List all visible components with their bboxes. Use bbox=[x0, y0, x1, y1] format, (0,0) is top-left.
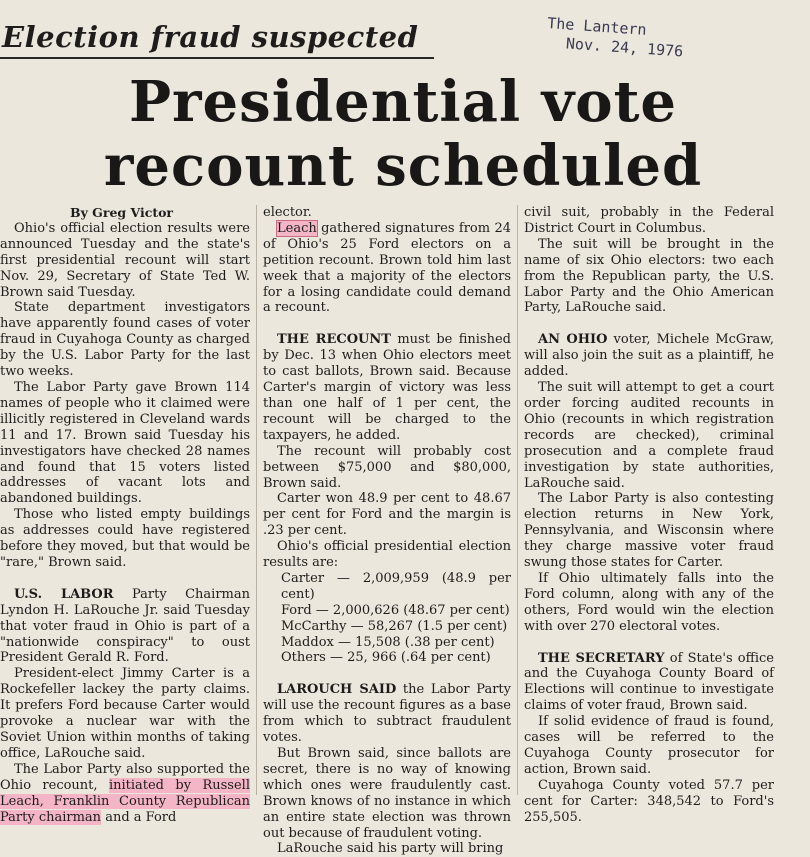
paragraph-lead: U.S. LABOR bbox=[14, 586, 114, 602]
paragraph: civil suit, probably in the Federal District Court in Columbus. bbox=[524, 205, 774, 236]
paragraph: LaRouche said his party will bring bbox=[277, 841, 504, 857]
paragraph-lead: THE RECOUNT bbox=[277, 332, 391, 348]
result-row: Ford — 2,000,626 (48.67 per cent) bbox=[281, 602, 510, 618]
handwritten-note bbox=[545, 14, 685, 61]
paragraph: Those who listed empty buildings as addresses could have registered before they moved, but that would be "rare," Brown said. bbox=[0, 507, 250, 570]
byline: By Greg Victor bbox=[70, 205, 174, 220]
column-rule-2 bbox=[517, 205, 518, 795]
paragraph-text: the Labor Party will use the recount figures as a base from which to subtract fraudulent votes. bbox=[263, 682, 511, 746]
paragraph: Ohio's official election results were announced Tuesday and the state's first presidential recount will start Nov. 29, Secretary of State Ted W. Brown said Tuesday. bbox=[0, 220, 250, 300]
paragraph-text: and a Ford bbox=[101, 809, 177, 825]
paragraph bbox=[524, 332, 774, 380]
paragraph: elector. bbox=[263, 205, 312, 220]
paragraph: The recount will probably cost between $75,000 and $80,000, Brown said. bbox=[263, 443, 511, 491]
paragraph-lead: LAROUCH SAID bbox=[277, 682, 397, 698]
kicker-rule bbox=[0, 57, 434, 59]
paragraph: The suit will attempt to get a court order forcing audited recounts in Ohio (recounts in which registration records are checked), criminal prosecution and a complete fraud investigation by state authorities, LaRouche said. bbox=[524, 380, 774, 491]
paragraph: If solid evidence of fraud is found, cases will be referred to the Cuyahoga County prosecutor for action, Brown said. bbox=[524, 714, 774, 777]
paragraph bbox=[263, 221, 511, 316]
paragraph-text: voter, Michele McGraw, will also join the suit as a plaintiff, he added. bbox=[524, 332, 774, 380]
result-row: Carter — 2,009,959 (48.9 per cent) bbox=[281, 570, 511, 602]
result-row: McCarthy — 58,267 (1.5 per cent) bbox=[281, 618, 508, 634]
paragraph: The Labor Party gave Brown 114 names of people who it claimed were illicitly registered in Cleveland wards 11 and 17. Brown said Tuesday his investigators have checked 28 names and found that 15 voters listed addresses of vacant lots and abandoned buildings. bbox=[0, 379, 250, 507]
paragraph bbox=[0, 762, 250, 826]
paragraph-text: Party Chairman Lyndon H. LaRouche Jr. said Tuesday that voter fraud in Ohio is part of a "nationwide conspiracy" to oust President Gerald R. Ford. bbox=[0, 586, 251, 666]
paragraph: The Labor Party is also contesting election returns in New York, Pennsylvania, and Wisconsin where they charge massive voter fraud swung those states for Carter. bbox=[524, 491, 774, 571]
paragraph: State department investigators have apparently found cases of voter fraud in Cuyahoga County as charged by the U.S. Labor Party for the last two weeks. bbox=[0, 300, 250, 380]
paragraph-text: must be finished by Dec. 13 when Ohio electors meet to cast ballots, Brown said. Because Carter's margin of victory was less than one half of 1 per cent, the recount will be charged to the taxpayers, he added. bbox=[263, 332, 511, 443]
paragraph: The suit will be brought in the name of six Ohio electors: two each from the Republican party, the U.S. Labor Party and the Ohio American Party, LaRouche said. bbox=[524, 236, 774, 316]
article-column-3 bbox=[524, 205, 774, 826]
column-rule-1 bbox=[256, 205, 257, 795]
paragraph bbox=[0, 587, 250, 667]
paragraph: But Brown said, since ballots are secret, there is no way of knowing which ones were fraudulently cast. Brown knows of no instance in which an entire state election was thrown out because of fraudulent voting. bbox=[263, 746, 511, 841]
result-row: Maddox — 15,508 (.38 per cent) bbox=[281, 634, 495, 650]
paragraph: Cuyahoga County voted 57.7 per cent for Carter: 348,542 to Ford's 255,505. bbox=[524, 777, 774, 825]
paragraph: If Ohio ultimately falls into the Ford column, along with any of the others, Ford would win the election with over 270 electoral votes. bbox=[524, 570, 774, 634]
paragraph: Ohio's official presidential election results are: bbox=[263, 539, 511, 571]
handwritten-publication: The Lantern bbox=[546, 14, 648, 39]
highlighted-name: Leach bbox=[277, 220, 317, 236]
paragraph bbox=[263, 332, 511, 443]
highlighted-text: an Party chairman bbox=[0, 793, 250, 825]
paragraph-text: of State's office and the Cuyahoga County Board of Elections will continue to investigate claims of voter fraud, Brown said. bbox=[524, 650, 774, 714]
paragraph: President-elect Jimmy Carter is a Rockefeller lackey the party claims. It prefers Ford because Carter would provoke a nuclear war with the Soviet Union within months of taking office, LaRouche said. bbox=[0, 666, 250, 761]
election-results-list bbox=[263, 571, 511, 666]
paragraph: Carter won 48.9 per cent to 48.67 per cent for Ford and the margin is .23 per cent. bbox=[263, 491, 511, 539]
paragraph-text: The Labor Party also supported the Ohio recount, bbox=[0, 761, 250, 793]
paragraph bbox=[524, 651, 774, 715]
paragraph bbox=[263, 682, 511, 746]
main-headline: Presidential vote recount scheduled bbox=[103, 69, 703, 199]
article-column-1 bbox=[0, 205, 250, 825]
highlighted-text: initiated by Russell Leach, Franklin County Republic bbox=[0, 777, 250, 809]
paragraph-lead: THE SECRETARY bbox=[538, 650, 665, 666]
article-column-2 bbox=[263, 205, 511, 857]
paragraph-lead: AN OHIO bbox=[538, 332, 608, 348]
paragraph-text: gathered signatures from 24 of Ohio's 25 Ford electors on a petition recount. Brown told him last week that a majority of the electors for a losing candidate could demand a recount. bbox=[263, 220, 511, 316]
result-row: Others — 25, 966 (.64 per cent) bbox=[281, 650, 491, 666]
handwritten-date: Nov. 24, 1976 bbox=[565, 34, 684, 61]
kicker-headline: Election fraud suspected bbox=[2, 20, 419, 54]
